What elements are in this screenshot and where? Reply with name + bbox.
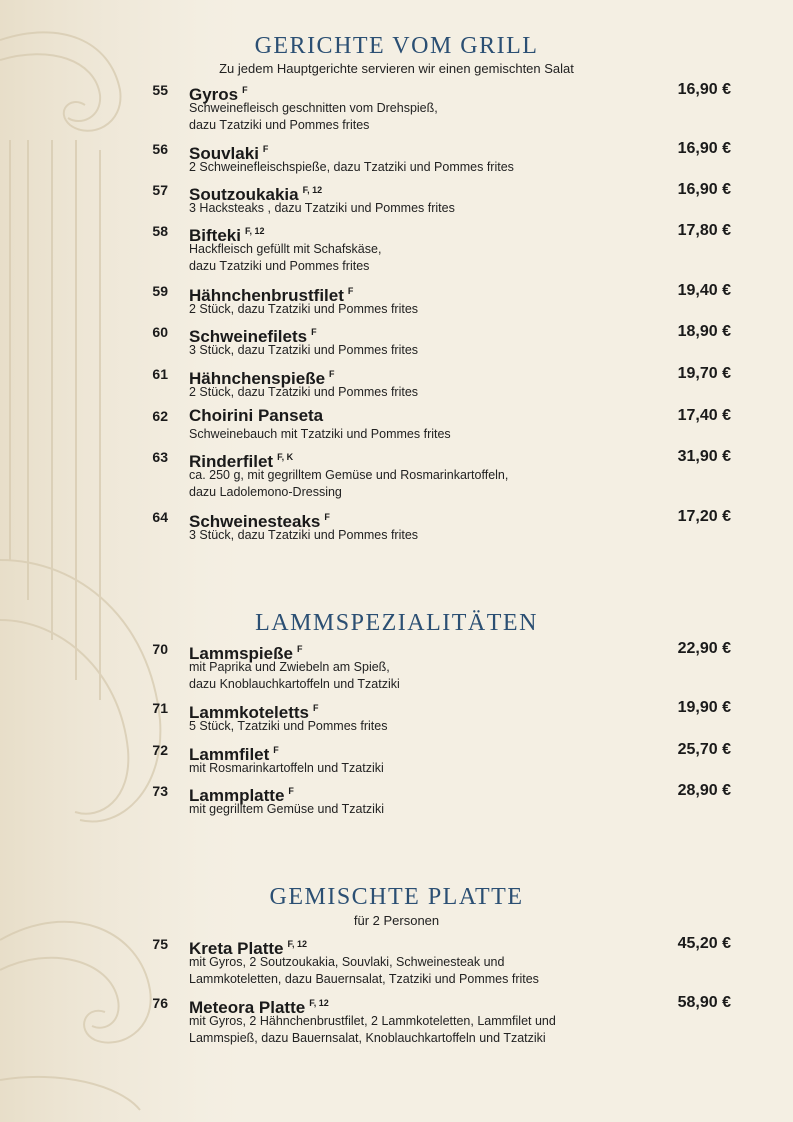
allergen-codes: F: [324, 512, 330, 522]
allergen-codes: F: [296, 644, 303, 654]
allergen-codes: F: [262, 144, 269, 154]
item-price: 16,90 €: [677, 140, 731, 157]
section-subtitle: Zu jedem Hauptgerichte servieren wir einen gemischten Salat: [219, 61, 574, 76]
item-number: 62: [152, 408, 168, 424]
item-price: 45,20 €: [677, 935, 731, 952]
allergen-codes: F, 12: [244, 226, 265, 236]
item-price: 19,40 €: [677, 282, 731, 299]
allergen-codes: F, 12: [287, 939, 307, 949]
item-number: 70: [152, 641, 168, 657]
section-title: GEMISCHTE PLATTE: [269, 884, 524, 910]
allergen-codes: F, K: [277, 452, 294, 462]
item-price: 17,20 €: [677, 508, 731, 525]
item-price: 22,90 €: [677, 640, 731, 657]
item-name-text: Lammspieße: [189, 644, 293, 663]
allergen-codes: F: [288, 786, 294, 796]
item-number: 73: [152, 783, 168, 799]
item-name-text: Bifteki: [189, 226, 241, 245]
item-number: 75: [152, 936, 168, 952]
item-description: 2 Stück, dazu Tzatziki und Pommes frites: [189, 302, 419, 316]
item-description: 3 Hacksteaks , dazu Tzatziki und Pommes frites: [189, 201, 455, 215]
item-name-text: Kreta Platte: [189, 939, 284, 958]
item-number: 61: [152, 366, 168, 382]
item-description: 2 Stück, dazu Tzatziki und Pommes frites: [189, 385, 419, 399]
item-name-text: Hähnchenspieße: [189, 369, 326, 388]
item-name-text: Lammfilet: [189, 745, 270, 764]
item-number: 63: [152, 449, 168, 465]
item-description: Schweinebauch mit Tzatziki und Pommes frites: [189, 427, 451, 441]
item-name-text: Schweinesteaks: [189, 512, 321, 531]
item-description: mit Gyros, 2 Soutzoukakia, Souvlaki, Schweinesteak und Lammkoteletten, dazu Bauernsalat, Tzatziki und Pommes frites: [189, 955, 539, 986]
item-number: 59: [152, 283, 168, 299]
allergen-codes: F: [329, 369, 335, 379]
section-title: GERICHTE VOM GRILL: [254, 33, 539, 59]
item-description: mit Gyros, 2 Hähnchenbrustfilet, 2 Lammkoteletten, Lammfilet und Lammspieß, dazu Bauernsalat, Knoblauchkartoffeln und Tzatziki: [189, 1014, 556, 1045]
item-price: 28,90 €: [677, 782, 731, 799]
item-price: 19,90 €: [677, 699, 731, 716]
section-title: LAMMSPEZIALITÄTEN: [255, 610, 538, 636]
item-name-text: Choirini Panseta: [189, 406, 324, 425]
item-price: 58,90 €: [677, 994, 731, 1011]
item-price: 17,80 €: [677, 222, 731, 239]
item-price: 16,90 €: [677, 81, 731, 98]
item-number: 76: [152, 995, 168, 1011]
allergen-codes: F: [273, 745, 279, 755]
item-name-text: Meteora Platte: [189, 998, 306, 1017]
section-platte: [0, 883, 793, 929]
section-lamm: [0, 609, 793, 637]
item-description: 2 Schweinefleischspieße, dazu Tzatziki und Pommes frites: [189, 160, 514, 174]
section-subtitle: für 2 Personen: [353, 913, 440, 928]
item-price: 25,70 €: [677, 741, 731, 758]
item-price: 18,90 €: [677, 323, 731, 340]
allergen-codes: F: [347, 286, 354, 296]
item-description: mit Rosmarinkartoffeln und Tzatziki: [189, 761, 384, 775]
item-name-text: Gyros: [189, 85, 239, 104]
item-price: 16,90 €: [677, 181, 731, 198]
item-price: 17,40 €: [677, 407, 731, 424]
item-name-text: Hähnchenbrustfilet: [189, 286, 344, 305]
allergen-codes: F, 12: [302, 185, 323, 195]
item-name-text: Rinderfilet: [189, 452, 274, 471]
item-number: 60: [152, 324, 168, 340]
item-description: 3 Stück, dazu Tzatziki und Pommes frites: [189, 343, 419, 357]
item-name-text: Soutzoukakia: [189, 185, 299, 204]
item-description: Hackfleisch gefüllt mit Schafskäse, dazu Tzatziki und Pommes frites: [189, 242, 382, 273]
item-description: ca. 250 g, mit gegrilltem Gemüse und Rosmarinkartoffeln, dazu Ladolemono-Dressing: [189, 468, 509, 499]
item-description: mit Paprika und Zwiebeln am Spieß, dazu Knoblauchkartoffeln und Tzatziki: [189, 660, 400, 691]
item-number: 57: [152, 182, 168, 198]
allergen-codes: F: [312, 703, 319, 713]
item-number: 55: [152, 82, 168, 98]
item-name: [189, 406, 323, 426]
section-grill: [0, 32, 793, 77]
item-description: 3 Stück, dazu Tzatziki und Pommes frites: [189, 528, 419, 542]
item-number: 58: [152, 223, 168, 239]
allergen-codes: F: [311, 327, 317, 337]
item-price: 31,90 €: [677, 448, 731, 465]
item-number: 71: [152, 700, 168, 716]
item-description: Schweinefleisch geschnitten vom Drehspieß, dazu Tzatziki und Pommes frites: [189, 101, 438, 132]
item-description: mit gegrilltem Gemüse und Tzatziki: [189, 802, 384, 816]
allergen-codes: F: [242, 85, 248, 95]
allergen-codes: F, 12: [309, 998, 329, 1008]
item-name-text: Souvlaki: [189, 144, 259, 163]
item-name-text: Lammplatte: [189, 786, 285, 805]
item-price: 19,70 €: [677, 365, 731, 382]
item-name-text: Schweinefilets: [189, 327, 308, 346]
item-number: 56: [152, 141, 168, 157]
item-number: 72: [152, 742, 168, 758]
item-name-text: Lammkoteletts: [189, 703, 309, 722]
item-description: 5 Stück, Tzatziki und Pommes frites: [189, 719, 388, 733]
item-number: 64: [152, 509, 168, 525]
